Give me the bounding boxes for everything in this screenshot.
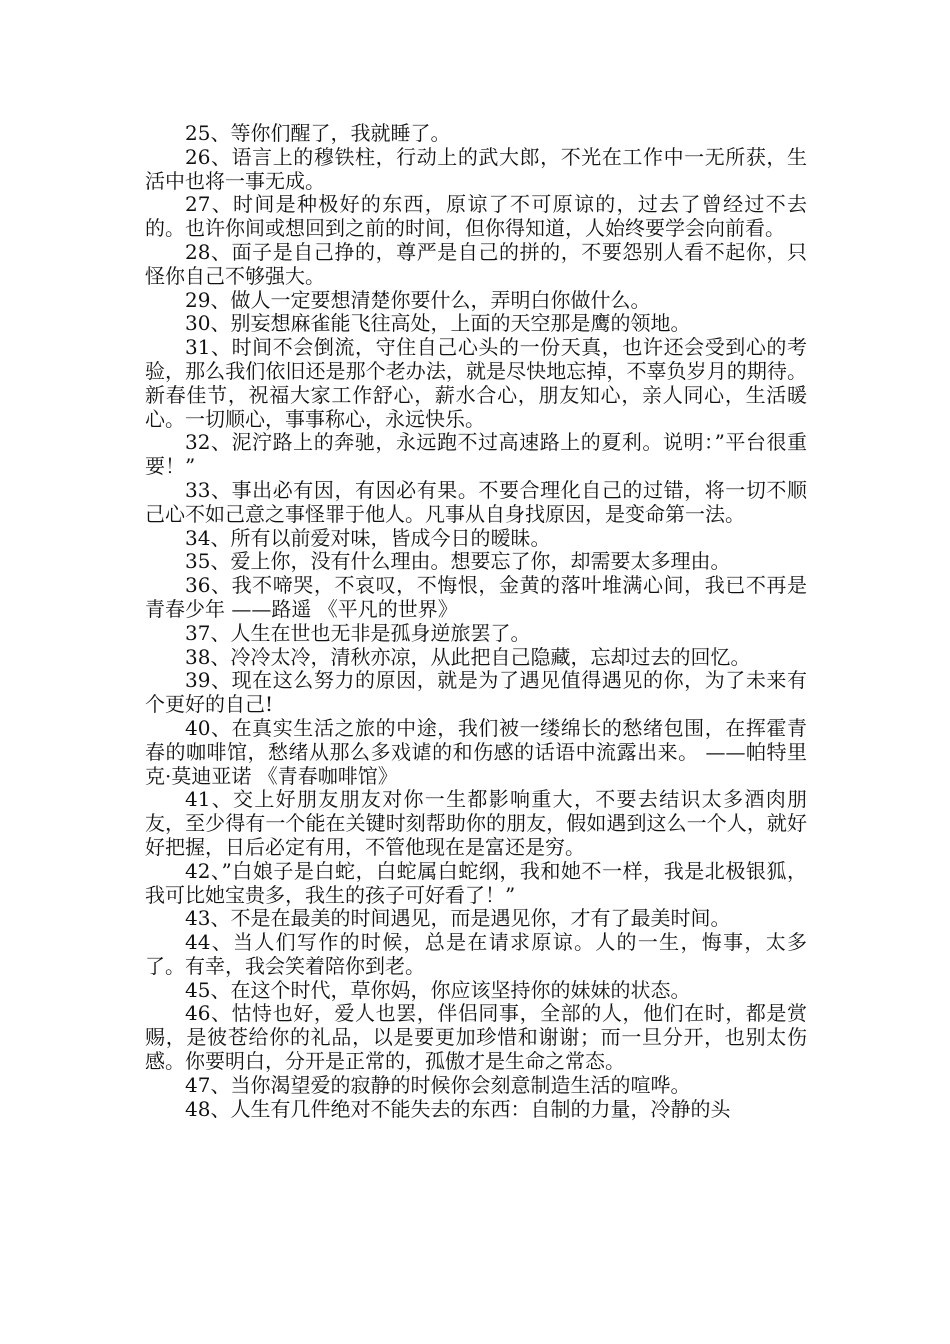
paragraph-36: 36、我不啼哭，不哀叹，不悔恨，金黄的落叶堆满心间，我已不再是青春少年 ——路遥 《平凡的世界》 bbox=[145, 573, 807, 621]
paragraph-46: 46、怙恃也好，爱人也罢，伴侣同事，全部的人，他们在时，都是赏赐，是彼苍给你的礼品，以是要更加珍惜和谢谢；而一旦分开，也别太伤感。你要明白，分开是正常的，孤傲才是生命之常态。 bbox=[145, 1001, 807, 1074]
paragraph-25: 25、等你们醒了，我就睡了。 bbox=[185, 121, 451, 145]
paragraph-32: 32、泥泞路上的奔驰，永远跑不过高速路上的夏利。说明：”平台很重要！” bbox=[145, 430, 807, 479]
paragraph-39: 39、现在这么努力的原因，就是为了遇见值得遇见的你，为了未来有个更好的自己! bbox=[145, 668, 807, 717]
paragraph-28: 28、面子是自己挣的，尊严是自己的拼的，不要怨别人看不起你，只怪你自己不够强大。 bbox=[145, 239, 807, 288]
paragraph-45: 45、在这个时代，草你妈，你应该坚持你的妹妹的状态。 bbox=[185, 977, 691, 1002]
paragraph-34: 34、所有以前爱对味，皆成今日的暧昧。 bbox=[185, 525, 551, 550]
paragraph-41: 41、交上好朋友朋友对你一生都影响重大，不要去结识太多酒肉朋友，至少得有一个能在关键时刻帮助你的朋友，假如遇到这么一个人，就好好把握，日后必定有用，不管他现在是富还是穷。 bbox=[145, 787, 807, 859]
paragraph-30: 30、别妄想麻雀能飞往高处，上面的天空那是鹰的领地。 bbox=[185, 311, 691, 336]
document-body bbox=[145, 122, 807, 1121]
paragraph-44: 44、当人们写作的时候，总是在请求原谅。人的一生，悔事，太多了。有幸，我会笑着陪你到老。 bbox=[145, 930, 807, 978]
paragraph-47: 47、当你渴望爱的寂静的时候你会刻意制造生活的喧哗。 bbox=[185, 1072, 691, 1097]
paragraph-27: 27、时间是种极好的东西，原谅了不可原谅的，过去了曾经过不去的。也许你间或想回到之前的时间，但你得知道，人始终要学会向前看。 bbox=[145, 192, 807, 241]
paragraph-29: 29、做人一定要想清楚你要什么，弄明白你做什么。 bbox=[185, 287, 651, 312]
paragraph-48: 48、人生有几件绝对不能失去的东西：自制的力量，冷静的头 bbox=[185, 1096, 731, 1121]
paragraph-42: 42、”白娘子是白蛇，白蛇属白蛇纲，我和她不一样，我是北极银狐，我可比她宝贵多，我生的孩子可好看了！” bbox=[145, 858, 807, 907]
paragraph-37: 37、人生在世也无非是孤身逆旅罢了。 bbox=[185, 620, 531, 645]
paragraph-33: 33、事出必有因，有因必有果。不要合理化自己的过错，将一切不顺己心不如己意之事怪罪于他人。凡事从自身找原因，是变命第一法。 bbox=[145, 477, 807, 526]
paragraph-43: 43、不是在最美的时间遇见，而是遇见你，才有了最美时间。 bbox=[185, 906, 731, 931]
paragraph-38: 38、冷冷太冷，清秋亦凉，从此把自己隐藏，忘却过去的回忆。 bbox=[185, 644, 751, 669]
paragraph-31: 31、时间不会倒流，守住自己心头的一份天真，也许还会受到心的考验，那么我们依旧还是那个老办法，就是尽快地忘掉，不辜负岁月的期待。新春佳节，祝福大家工作舒心，薪水合心，朋友知心，亲人同心，生活暖心。一切顺心，事事称心，永远快乐。 bbox=[145, 335, 807, 431]
paragraph-35: 35、爱上你，没有什么理由。想要忘了你，却需要太多理由。 bbox=[185, 549, 731, 574]
paragraph-26: 26、语言上的穆铁柱，行动上的武大郎，不光在工作中一无所获，生活中也将一事无成。 bbox=[145, 144, 807, 193]
paragraph-40: 40、在真实生活之旅的中途，我们被一缕绵长的愁绪包围，在挥霍青春的咖啡馆，愁绪从那么多戏谑的和伤感的话语中流露出来。 ——帕特里克·莫迪亚诺 《青春咖啡馆》 bbox=[145, 715, 807, 788]
